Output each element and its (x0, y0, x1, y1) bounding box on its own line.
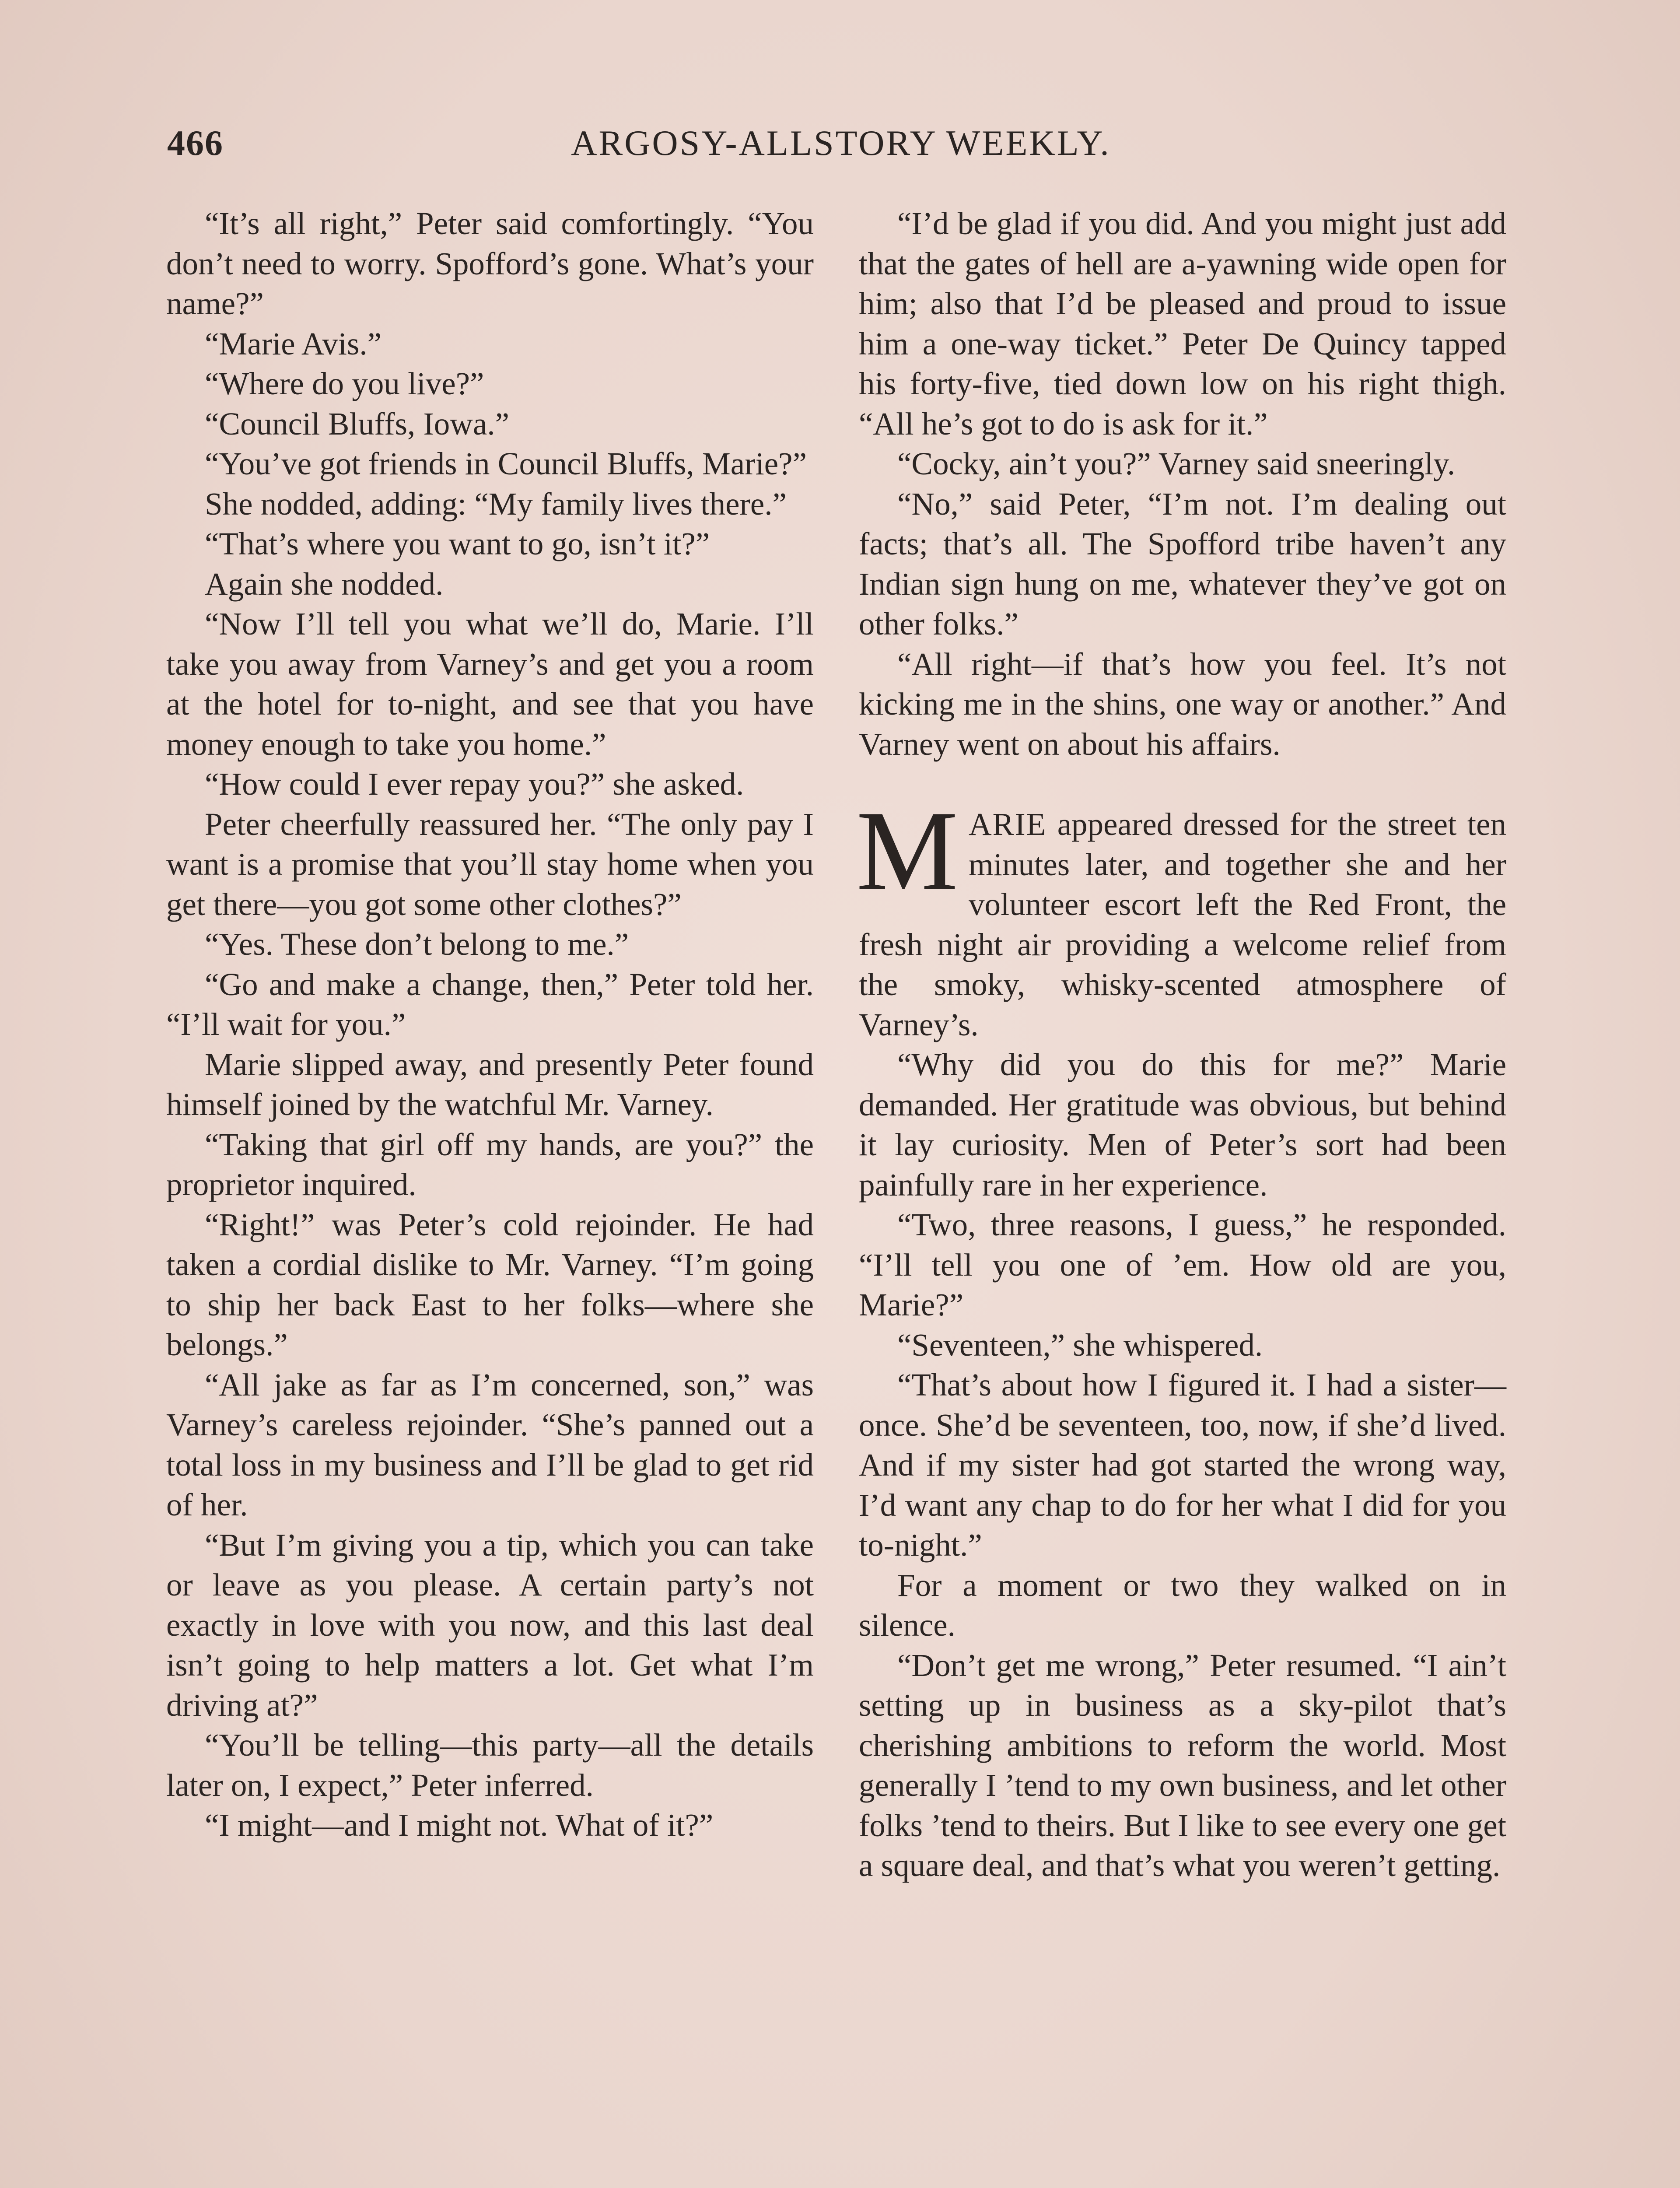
paragraph: “All right—if that’s how you feel. It’s not kicking me in the shins, one way or another.” And Varney went on about his affairs. (859, 646, 1506, 762)
paragraph: She nodded, adding: “My family lives there.” (205, 486, 787, 522)
page-header (167, 123, 1515, 184)
paragraph: “How could I ever repay you?” she asked. (205, 766, 744, 802)
paragraph: “Taking that girl off my hands, are you?” the proprietor inquired. (166, 1126, 814, 1202)
paragraph: “Now I’ll tell you what we’ll do, Marie. I’ll take you away from Varney’s and get you a room at the hotel for to-night, and see that you have money enough to take you home.” (166, 606, 814, 762)
left-column (166, 203, 814, 1845)
paragraph: “You’ll be telling—this party—all the details later on, I expect,” Peter inferred. (166, 1727, 814, 1803)
paragraph: “That’s where you want to go, isn’t it?” (205, 526, 710, 561)
paragraph: “Where do you live?” (205, 366, 484, 401)
paragraph: “No,” said Peter, “I’m not. I’m dealing out facts; that’s all. The Spofford tribe haven’t any Indian sign hung on me, whatever they’ve got on other folks.” (859, 486, 1506, 642)
paragraph-text: appeared dressed for the street ten minutes later, and together she and her volunteer escort left the Red Front, the fresh night air providing a welcome relief from the smoky, whisky-scented atmosphere of Varney’s. (859, 806, 1506, 1042)
right-column (856, 203, 1506, 1886)
paragraph: “But I’m giving you a tip, which you can take or leave as you please. A certain party’s not exactly in love with you now, and this last deal isn’t going to help matters a lot. Get what I’m driving at?” (166, 1527, 814, 1723)
drop-cap: M (856, 787, 958, 914)
paragraph: “Yes. These don’t belong to me.” (205, 926, 629, 962)
paragraph: Marie slipped away, and presently Peter found himself joined by the watchful Mr. Varney. (166, 1046, 814, 1122)
paragraph: “Two, three reasons, I guess,” he responded. “I’ll tell you one of ’em. How old are you, Marie?” (859, 1207, 1506, 1322)
paragraph: “Marie Avis.” (205, 326, 382, 361)
paragraph: “I might—and I might not. What of it?” (205, 1807, 714, 1843)
paragraph: “All jake as far as I’m concerned, son,” was Varney’s careless rejoinder. “She’s panned out a total loss in my business and I’ll be glad to get rid of her. (166, 1367, 814, 1522)
paragraph: “Council Bluffs, Iowa.” (205, 406, 510, 442)
paragraph: “Don’t get me wrong,” Peter resumed. “I ain’t setting up in business as a sky-pilot that’s cherishing ambitions to reform the world. Most generally I ’tend to my own business, and let other folks ’tend to theirs. But I like to see every one get a square deal, and that’s what you weren’t getting. (859, 1647, 1506, 1883)
paragraph: “Right!” was Peter’s cold rejoinder. He had taken a cordial dislike to Mr. Varney. “I’m going to ship her back East to her folks—where she belongs.” (166, 1206, 814, 1362)
paragraph: “You’ve got friends in Council Bluffs, Marie?” (205, 446, 807, 481)
paragraph: “Why did you do this for me?” Marie demanded. Her gratitude was obvious, but behind it lay curiosity. Men of Peter’s sort had been painfully rare in her experience. (859, 1047, 1506, 1203)
paragraph: “Cocky, ain’t you?” Varney said sneeringly. (897, 446, 1456, 481)
section-opening-paragraph (856, 787, 1506, 1045)
paragraph: Again she nodded. (205, 566, 444, 602)
paragraph: “Go and make a change, then,” Peter told her. “I’ll wait for you.” (166, 966, 814, 1042)
paragraph: “That’s about how I figured it. I had a sister—once. She’d be seventeen, too, now, if she’d lived. And if my sister had got started the wrong way, I’d want any chap to do for her what I did for you to-night.” (859, 1367, 1506, 1563)
lead-in: ARIE (968, 806, 1047, 842)
paragraph: “Seventeen,” she whispered. (897, 1327, 1263, 1363)
paragraph: “It’s all right,” Peter said comfortingly. “You don’t need to worry. Spofford’s gone. What’s your name?” (166, 206, 814, 321)
paragraph: “I’d be glad if you did. And you might just add that the gates of hell are a-yawning wide open for him; also that I’d be pleased and proud to issue him a one-way ticket.” Peter De Quincy tapped his forty-five, tied down low on his right thigh. “All he’s got to do is ask for it.” (859, 206, 1506, 442)
paragraph: For a moment or two they walked on in silence. (859, 1567, 1506, 1643)
running-title: ARGOSY-ALLSTORY WEEKLY. (571, 123, 1111, 163)
page-number: 466 (167, 123, 224, 163)
paragraph: Peter cheerfully reassured her. “The only pay I want is a promise that you’ll stay home when you get there—you got some other clothes?” (166, 806, 814, 922)
